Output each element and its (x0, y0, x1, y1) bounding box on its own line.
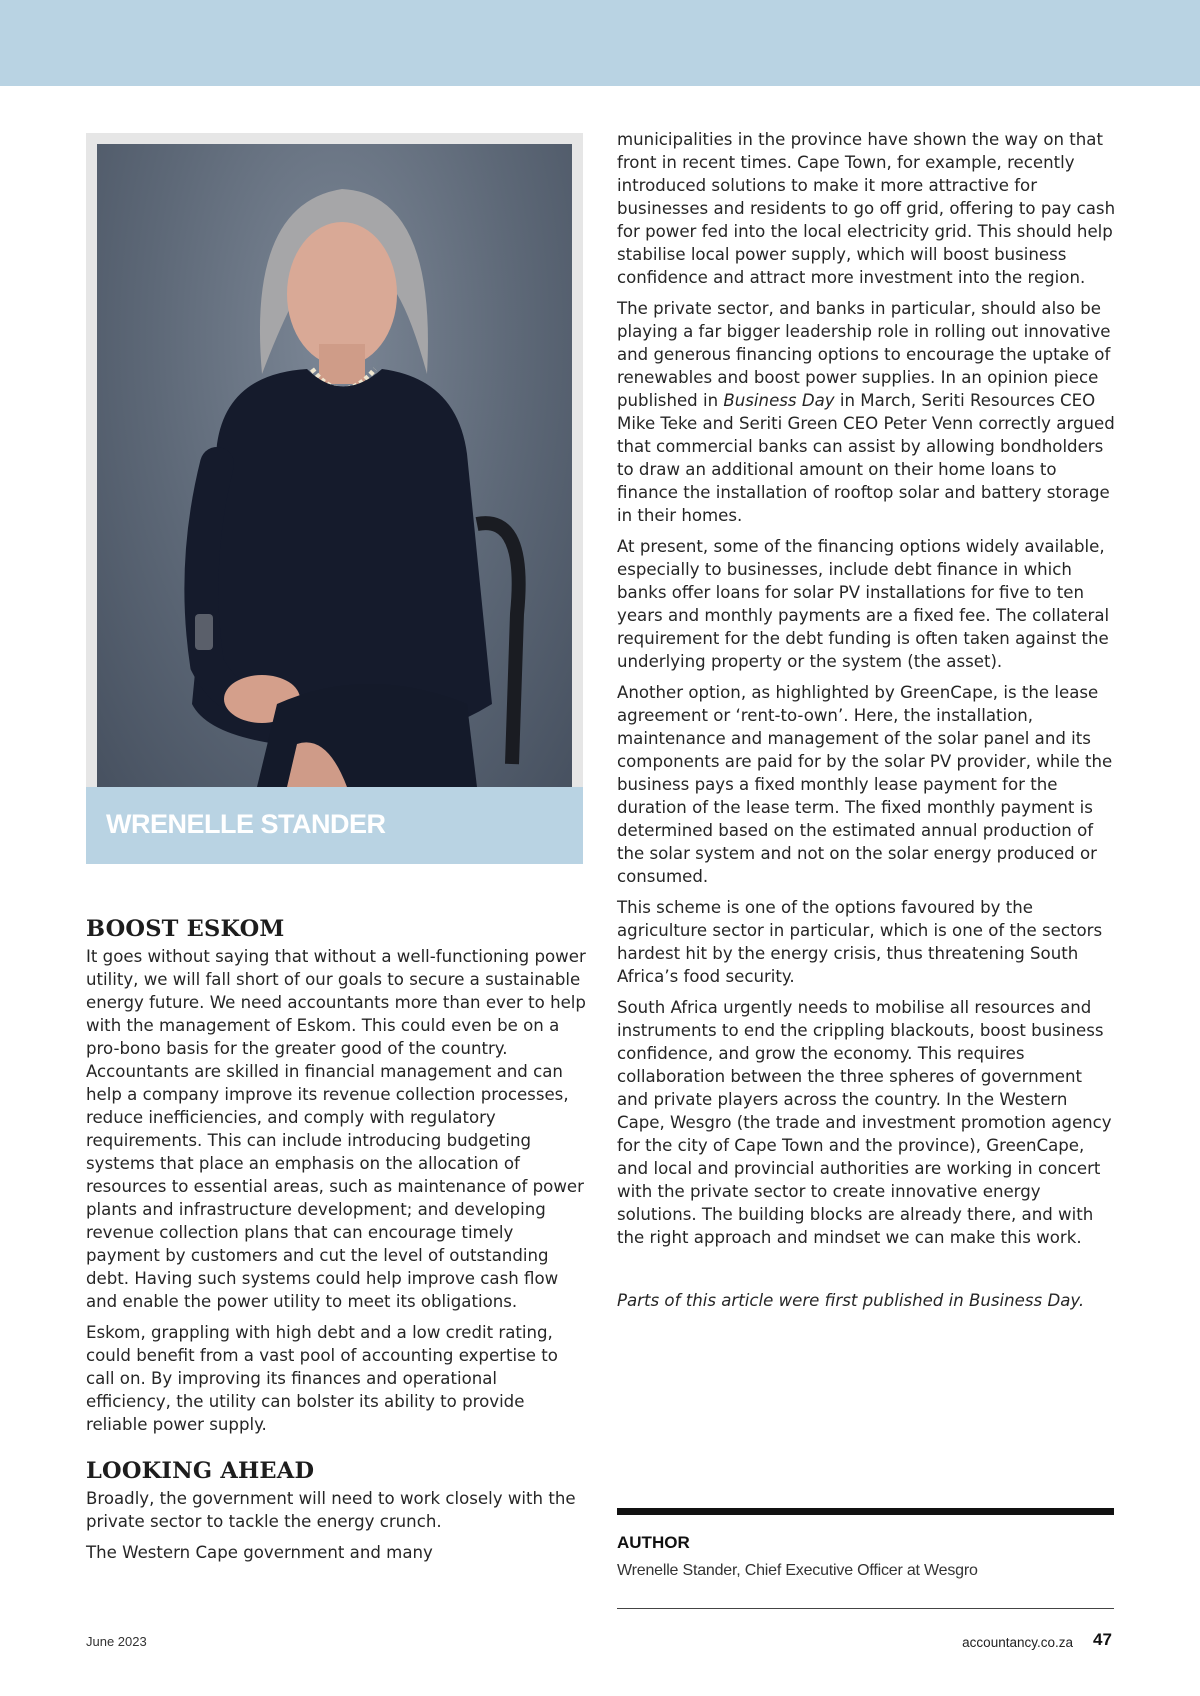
paragraph (617, 297, 1117, 527)
footer-website-link[interactable]: accountancy.co.za (962, 1635, 1073, 1650)
caption-name: WRENELLE STANDER (106, 809, 386, 839)
neck (319, 344, 365, 384)
legs (257, 684, 477, 787)
watch (195, 614, 213, 650)
paragraph: At present, some of the financing options widely available, especially to businesses, include debt finance in which banks offer loans for solar PV installations for five to ten years and monthly payments are a fixed fee. The collateral requirement for the debt funding is often taken against the underlying property or the system (the asset). (617, 537, 1110, 671)
author-bottom-rule (617, 1608, 1114, 1609)
paragraph: Another option, as highlighted by GreenCape, is the lease agreement or ‘rent-to-own’. Here, the installation, maintenance and management of the solar panel and its components are paid for by the solar PV provider, while the business pays a fixed monthly lease payment for the duration of the lease term. The fixed monthly payment is determined based on the estimated annual production of the solar system and not on the solar energy produced or consumed. (617, 683, 1113, 886)
publication-name: Business Day (723, 391, 835, 410)
paragraph: It goes without saying that without a well-functioning power utility, we will fall short of our goals to secure a sustainable energy future. We need accountants more than ever to help with the management of Eskom. This could even be on a pro-bono basis for the greater good of the country. Accountants are skilled in financial management and can help a company improve its revenue collection processes, reduce inefficiencies, and comply with regulatory requirements. This can include introducing budgeting systems that place an emphasis on the allocation of resources to essential areas, such as maintenance of power plants and infrastructure development; and developing revenue collection plans that can encourage timely payment by customers and cut the level of outstanding debt. Having such systems could help improve cash flow and enable the power utility to meet its obligations. (86, 947, 586, 1311)
footer-date: June 2023 (86, 1634, 147, 1649)
left-column (86, 916, 586, 1572)
paragraph: municipalities in the province have shown the way on that front in recent times. Cape Town, for example, recently introduced solutions to make it more attractive for businesses and residents to go off grid, offering to pay cash for power fed into the local electricity grid. This should help stabilise local power supply, which will boost business confidence and attract more investment into the region. (617, 130, 1116, 287)
source-note: Parts of this article were first published in Business Day. (617, 1291, 1085, 1310)
heading-boost-eskom: BOOST ESKOM (86, 916, 285, 942)
portrait-illustration (97, 144, 572, 787)
top-color-band (0, 0, 1200, 86)
paragraph-text: The private sector, and banks in particular, should also be playing a far bigger leadership role in rolling out innovative and generous financing options to encourage the uptake of renewables and boost power supplies. In an opinion piece published in (617, 299, 1111, 410)
paragraph: The Western Cape government and many (86, 1543, 433, 1562)
paragraph: Broadly, the government will need to work closely with the private sector to tackle the energy crunch. (86, 1489, 576, 1531)
author-label: AUTHOR (617, 1533, 690, 1552)
heading-looking-ahead: LOOKING AHEAD (86, 1458, 315, 1484)
portrait-photo-frame (86, 133, 583, 787)
paragraph: Eskom, grappling with high debt and a low credit rating, could benefit from a vast pool of accounting expertise to call on. By improving its finances and operational efficiency, the utility can bolster its ability to provide reliable power supply. (86, 1323, 558, 1434)
author-divider-bar (617, 1508, 1114, 1515)
portrait-photo (97, 144, 572, 787)
paragraph: This scheme is one of the options favoured by the agriculture sector in particular, which is one of the sectors hardest hit by the energy crisis, thus threatening South Africa’s food security. (617, 898, 1103, 986)
photo-caption-box (86, 787, 583, 864)
paragraph: South Africa urgently needs to mobilise all resources and instruments to end the crippling blackouts, boost business confidence, and grow the economy. This requires collaboration between the three spheres of government and private players across the country. In the Western Cape, Wesgro (the trade and investment promotion agency for the city of Cape Town and the province), GreenCape, and local and provincial authorities are working in concert with the private sector to create innovative energy solutions. The building blocks are already there, and with the right approach and mindset we can make this work. (617, 998, 1112, 1247)
author-description: Wrenelle Stander, Chief Executive Officer at Wesgro (617, 1562, 978, 1579)
paragraph-text: in March, Seriti Resources CEO Mike Teke and Seriti Green CEO Peter Venn correctly argued that commercial banks can assist by allowing bondholders to draw an additional amount on their home loans to finance the installation of rooftop solar and battery storage in their homes. (617, 391, 1115, 525)
right-column (617, 128, 1117, 1320)
page-number: 47 (1093, 1630, 1112, 1649)
